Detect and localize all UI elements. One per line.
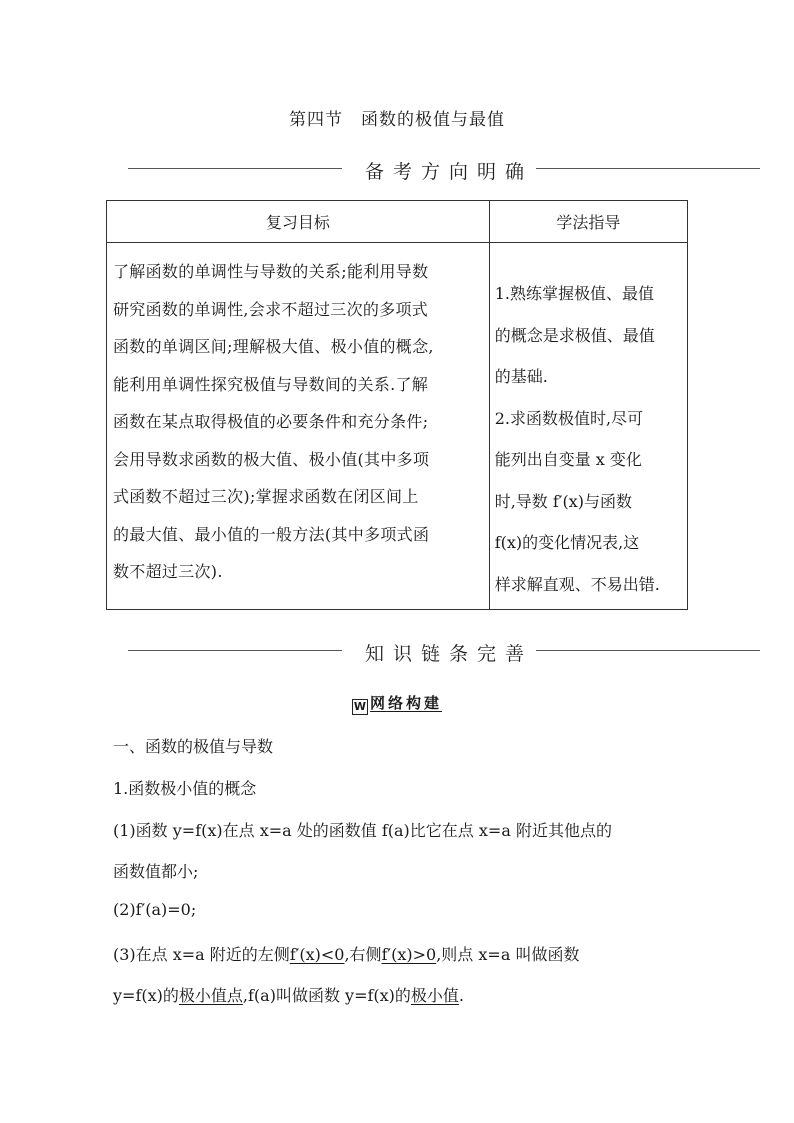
text-line: 时,导数 f′(x)与函数 [494, 491, 632, 511]
divider-line [536, 650, 760, 651]
paragraph-line [113, 983, 464, 1006]
text-run: . [458, 986, 465, 1005]
text-line: 函数的单调区间;理解极大值、极小值的概念, [113, 337, 434, 356]
text-line: 数不超过三次). [113, 562, 223, 581]
paragraph-line: (2)f′(a)=0; [113, 900, 197, 919]
page-title: 第四节 函数的极值与最值 [289, 110, 505, 130]
text-line: 2.求函数极值时,尽可 [494, 408, 644, 428]
banner-title: 知识链条完善 [364, 643, 533, 665]
goals-cell [107, 243, 490, 610]
text-line: 了解函数的单调性与导数的关系;能利用导数 [113, 262, 429, 281]
text-line: 的基础. [494, 367, 548, 386]
guidance-cell [489, 243, 687, 610]
fill-in-answer: f′(x)<0 [289, 945, 345, 964]
text-run: ,f(a)叫做函数 y=f(x)的 [242, 986, 411, 1005]
paragraph-line: 函数值都小; [113, 862, 199, 881]
fill-in-answer: f′(x)>0 [381, 945, 437, 964]
subheading [0, 692, 794, 715]
section-banner-goals [128, 157, 760, 181]
divider-line [536, 168, 760, 169]
section-banner-knowledge [128, 639, 760, 663]
section-heading: 一、函数的极值与导数 [113, 737, 274, 756]
text-line: f(x)的变化情况表,这 [494, 533, 640, 552]
text-line: 研究函数的单调性,会求不超过三次的多项式 [113, 299, 429, 319]
text-line: 函数在某点取得极值的必要条件和充分条件; [113, 412, 429, 431]
goals-table [106, 200, 688, 610]
paragraph-line: (1)函数 y=f(x)在点 x=a 处的函数值 f(a)比它在点 x=a 附近其他点的 [113, 821, 612, 840]
text-line: 的最大值、最小值的一般方法(其中多项式函 [113, 524, 430, 544]
text-line: 的概念是求极值、最值 [494, 325, 655, 345]
table-header-guidance: 学法指导 [489, 201, 687, 243]
table-header-goals: 复习目标 [107, 201, 490, 243]
divider-line [128, 650, 342, 651]
fill-in-answer: 极小值点 [178, 986, 243, 1005]
banner-title: 备考方向明确 [364, 161, 533, 183]
text-line: 1.熟练掌握极值、最值 [494, 284, 654, 303]
divider-line [128, 168, 342, 169]
text-line: 样求解直观、不易出错. [494, 574, 660, 594]
text-line: 能列出自变量 x 变化 [494, 450, 642, 469]
text-run: (3)在点 x=a 附近的左侧 [113, 945, 290, 964]
fill-in-answer: 极小值 [410, 986, 459, 1005]
text-run: ,右侧 [344, 945, 382, 964]
text-run: y=f(x)的 [113, 986, 179, 1005]
paragraph-line [113, 942, 579, 965]
subheading-text: 网络构建 [369, 694, 442, 712]
text-line: 能利用单调性探究极值与导数间的关系.了解 [113, 374, 429, 394]
subsection-heading: 1.函数极小值的概念 [113, 779, 257, 798]
text-run: ,则点 x=a 叫做函数 [436, 945, 580, 964]
w-icon: W [353, 700, 367, 713]
text-line: 会用导数求函数的极大值、极小值(其中多项 [113, 449, 430, 469]
text-line: 式函数不超过三次);掌握求函数在闭区间上 [113, 487, 419, 506]
